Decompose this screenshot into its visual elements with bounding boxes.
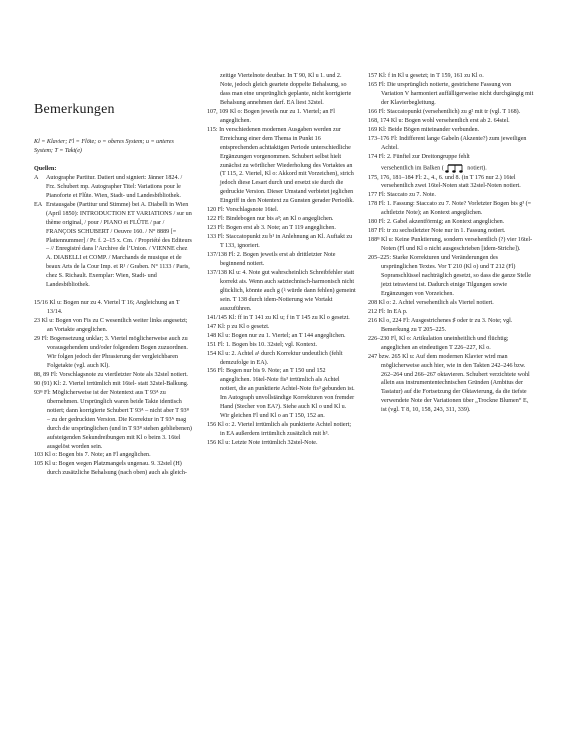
remark: 148 Kl u: Bogen nur zu 1. Viertel; an T 144 angeglichen. xyxy=(207,332,346,339)
remark: 93ᴮ Fl: Möglicherweise ist der Notentext aus T 93ᴬ zu übernehmen. Ursprünglich waren beide Takte identisch notiert; dann korrigierte Schubert T 93ᴬ – nicht aber T 93ᴮ – zu der gedruckten Version. Die Korrektur in T 93ᴬ mag durch die ursprünglichen (und in T 93ᴮ stehen gebliebenen) aufsteigenden Sekundreibungen mit Kl o beim 3. 16tel ausgelöst worden sein. xyxy=(34,389,192,450)
remark: 137/138 Fl: 2. Bogen jeweils erst ab drittletzter Note beginnend notiert. xyxy=(207,252,336,268)
remark: 103 Kl o: Bogen bis 7. Note; an Fl angeglichen. xyxy=(34,452,151,459)
remark: 133 Fl: Staccatopunkt zu b¹ in Anlehnung an Kl. Auftakt zu T 133, ignoriert. xyxy=(207,234,353,250)
abbreviations: Kl = Klavier; Fl = Flöte; o = oberes System; u = unteres System; T = Takt(e) xyxy=(34,139,174,154)
source-ea-tag: EA xyxy=(34,201,43,208)
remark-continued: zeitige Viertelnote deutbar. In T 90, Kl u 1. und 2. Note, jedoch gleich geartete doppelte Behalsung, so dass man eine ursprünglich geplante, nicht korrigierte Behalsung annehmen darf. EA liest 32stel. xyxy=(220,73,352,106)
triplet-notation-icon xyxy=(444,162,466,174)
remark: 29 Fl: Bogensetzung unklar; 3. Viertel möglicherweise auch zu vorausgehendem und/oder folgendem Bogen zuzuordnen. Wir folgen jedoch der Phrasierung der vergleichbaren Folgetakte (vgl. auch Kl). xyxy=(34,336,188,369)
remark: 166 Fl: Staccatopunkt (versehentlich) zu g² mit tr (vgl. T 168). xyxy=(368,108,521,115)
remark: 187 Fl: tr zu sechstletzter Note nur in 1. Fassung notiert. xyxy=(368,228,506,235)
remark: 216 Kl o, 224 Fl: Ausgestrichenes ♯ oder tr zu 3. Note; vgl. Bemerkung zu T 205–225. xyxy=(368,317,513,333)
column-middle xyxy=(207,72,356,448)
remark: 107, 109 Kl o: Bogen jeweils nur zu 1. Viertel; an Fl angeglichen. xyxy=(207,108,335,124)
remark: 157 Kl: f in Kl u gesetzt; in T 159, 161 zu Kl o. xyxy=(368,73,484,79)
remark: 23 Kl u: Bogen von Fis zu C wesentlich weiter links angesetzt; an Vortakte angeglichen. xyxy=(34,318,188,334)
remark: 226–230 Fl, Kl o: Artikulation uneinheitlich und flüchtig; angeglichen an eindeutigen T 226–227, Kl o. xyxy=(368,335,509,351)
remark: 15/16 Kl u: Bogen nur zu 4. Viertel T 16; Angleichung an T 13/14. xyxy=(34,300,180,316)
source-ea xyxy=(34,201,193,291)
remark: 141/145 Kl: ff in T 141 zu Kl u; f in T 145 zu Kl o gesetzt. xyxy=(207,314,350,321)
remark: 174 Fl: 2. Fünftel zur Dreitongruppe fehlt xyxy=(368,153,470,160)
remark: 175, 176, 181–184 Fl: 2., 4., 6. und 8. (in T 176 nur 2.) 16tel versehentlich zwei 16tel-Noten statt 32stel-Noten notiert. xyxy=(368,174,521,190)
remark: 120 Fl: Vorschlagsnote 16tel. xyxy=(207,207,279,214)
remark: 180 Fl: 2. Gabel akzentförmig; an Kontext angeglichen. xyxy=(368,219,505,226)
column-right xyxy=(368,72,534,415)
remark: 188ᴮ Kl u: Keine Punktierung, sondern versehentlich (?) vier 16tel-Noten (Fl und Kl o nicht ausgeschrieben [idem-Striche]). xyxy=(368,237,533,253)
remark: 165 Fl: Die ursprünglich notierte, gestrichene Fassung von Variation V harmoniert auffälligerweise nicht durchgängig mit der Klavierbegleitung. xyxy=(368,81,534,106)
remark: 169 Kl: Beide Bögen miteinander verbunden. xyxy=(368,126,480,133)
remark: 123 Fl: Bogen erst ab 3. Note; an T 119 angeglichen. xyxy=(207,225,336,232)
remark: 177 Fl: Staccato zu 7. Note. xyxy=(368,192,436,199)
remark: 88, 89 Fl: Vorschlagsnote zu viertletzter Note als 32stel notiert. xyxy=(34,371,188,378)
remark: 147 Kl: p zu Kl o gesetzt. xyxy=(207,323,270,330)
remark: 173–176 Fl: Indifferent lange Gabeln (Akzente?) zum jeweiligen Achtel. xyxy=(368,135,527,151)
remark-text: notiert). xyxy=(465,164,487,171)
remark: 105 Kl u: Bogen wegen Platzmangels ungenau. 9. 32stel (H) durch zusätzliche Behalsung (nach oben) auch als gleich- xyxy=(34,461,187,477)
sources-heading: Quellen: xyxy=(34,165,57,172)
column-left xyxy=(34,138,193,478)
remark: 178 Fl: 1. Fassung: Staccato zu 7. Note? Vorletzter Bogen bis g³ (= achtletzte Note); an Kontext angeglichen. xyxy=(368,201,532,217)
remark: 154 Kl u: 2. Achtel a¹ durch Korrektur undeutlich (fehlt demzufolge in EA). xyxy=(207,350,343,366)
remark: 168, 174 Kl u: Bogen wohl versehentlich erst ab 2. 64stel. xyxy=(368,117,510,124)
remark: 115: In verschiedenen modernen Ausgaben werden zur Erreichung einer dem Thema in Punkt 16 entsprechenden achttaktigen Periode unterschiedliche Ergänzungen vorgenommen. Schubert selbst hielt zunächst zu wörtlicher Wiederholung des Vortaktes an (T 115, 2. Viertel, Kl o: Akkord mit Vorzeichen), strich jedoch diese Lesart durch und ersetzt sie durch die gedruckte Version. Dieser Umstand verbietet jeglichen Eingriff in den Notentext zu Gunsten gerader Periodik. xyxy=(207,126,354,205)
remark-continued xyxy=(368,162,534,174)
remark: 205–225: Starke Korrekturen und Veränderungen des ursprünglichen Textes. Vor T 210 (Kl o) und T 212 (Fl) Sopranschlüssel nachträglich gesetzt, so dass die ganze Stelle jetzt tetravierst ist. Dadurch einige Tilgungen sowie Ergänzungen von Vorzeichen. xyxy=(368,255,531,297)
remark: 90 (91) Kl: 2. Viertel irrtümlich mit 16tel- statt 32stel-Balkung. xyxy=(34,380,189,387)
remark: 122 Fl: Bindebogen nur bis a³; an Kl o angeglichen. xyxy=(207,216,334,223)
page-title: Bemerkungen xyxy=(34,102,115,117)
remark: 156 Kl u: Letzte Note irrtümlich 32stel-Note. xyxy=(207,440,318,447)
remark: 151 Fl: 1. Bogen bis 10. 32stel; vgl. Kontext. xyxy=(207,341,318,348)
source-a-text: Autographe Partitur. Datiert und signiert: Jänner 1824. / Frz. Schubert mp. Autographer Titel: Variations pour le Pianoforte et Flûte. Wien, Stadt- und Landesbibliothek. xyxy=(46,174,183,199)
remark: 156 Kl o: 2. Viertel irrtümlich als punktierte Achtel notiert; in EA außerdem irrtümlich zusätzlich mit h³. xyxy=(207,422,352,438)
source-ea-text: Erstausgabe (Partitur und Stimme) bei A. Diabelli in Wien (April 1850): INTRODUCTION ET VARIATIONS / sur un thème original, / pour / PIANO et FLÛTE / par / FRANÇOIS SCHUBERT / Oeuvre 160. / N° 8889 [= Plattennummer] / Pr. f. 2–15 x. Cm. / Propriété des Editeurs – // Enregistré dans l’Archive de l’Union. / VIENNE chez A. DIABELLI et COMP. / Marchands de musique et de beaux Arts de la Cour Imp. et R¹ / Graben. N° 1133 / Paris, chez S. Richault. Exemplar: Wien, Stadt- und Landesbibliothek. xyxy=(46,201,192,289)
remark: 208 Kl o: 2. Achtel versehentlich als Viertel notiert. xyxy=(368,299,494,306)
remark: 156 Fl: Bogen nur bis 9. Note; an T 150 und 152 angeglichen. 16tel-Note fis³ irrtümlich als Achtel notiert, die an punktierte Achtel-Note fis³ gebunden ist. Im Autograph unvollständige Korrekturen von fremder Hand (Stecher von EA?). Siehe auch Kl o und Kl u. Wir gleichen Fl und Kl o an T 150, 152 an. xyxy=(207,368,355,420)
source-a-tag: A xyxy=(34,174,39,181)
source-a xyxy=(34,174,193,201)
remark: 247 bzw. 265 Kl u: Auf dem modernen Klavier wird man möglicherweise auch hier, wie in den Takten 242–246 bzw. 262–264 und 266–267 oktavieren. Schubert verzichtete wohl allein aus instrumententechnischen Gründen (Ambitus der Tastatur) auf die Fortsetzung der Oktavierung, da die tiefste verwendete Note der Variationen über „Trockne Blumen“ E₁ ist (vgl. T 8, 10, 158, 243, 311, 339). xyxy=(368,353,530,414)
remark: 212 Fl: In EA p. xyxy=(368,308,408,315)
remark: 137/138 Kl u: 4. Note gut wahrscheinlich Schreibfehler statt korrekt ais. Wenn auch satztechnisch-harmonisch nicht glücklich, könnte auch g (♮ würde dann fehlen) gemeint sein. T 138 durch idem-Notierung wie Vortakt auszuführen. xyxy=(207,269,356,312)
remark-text: versehentlich im Balken ( xyxy=(381,164,444,171)
